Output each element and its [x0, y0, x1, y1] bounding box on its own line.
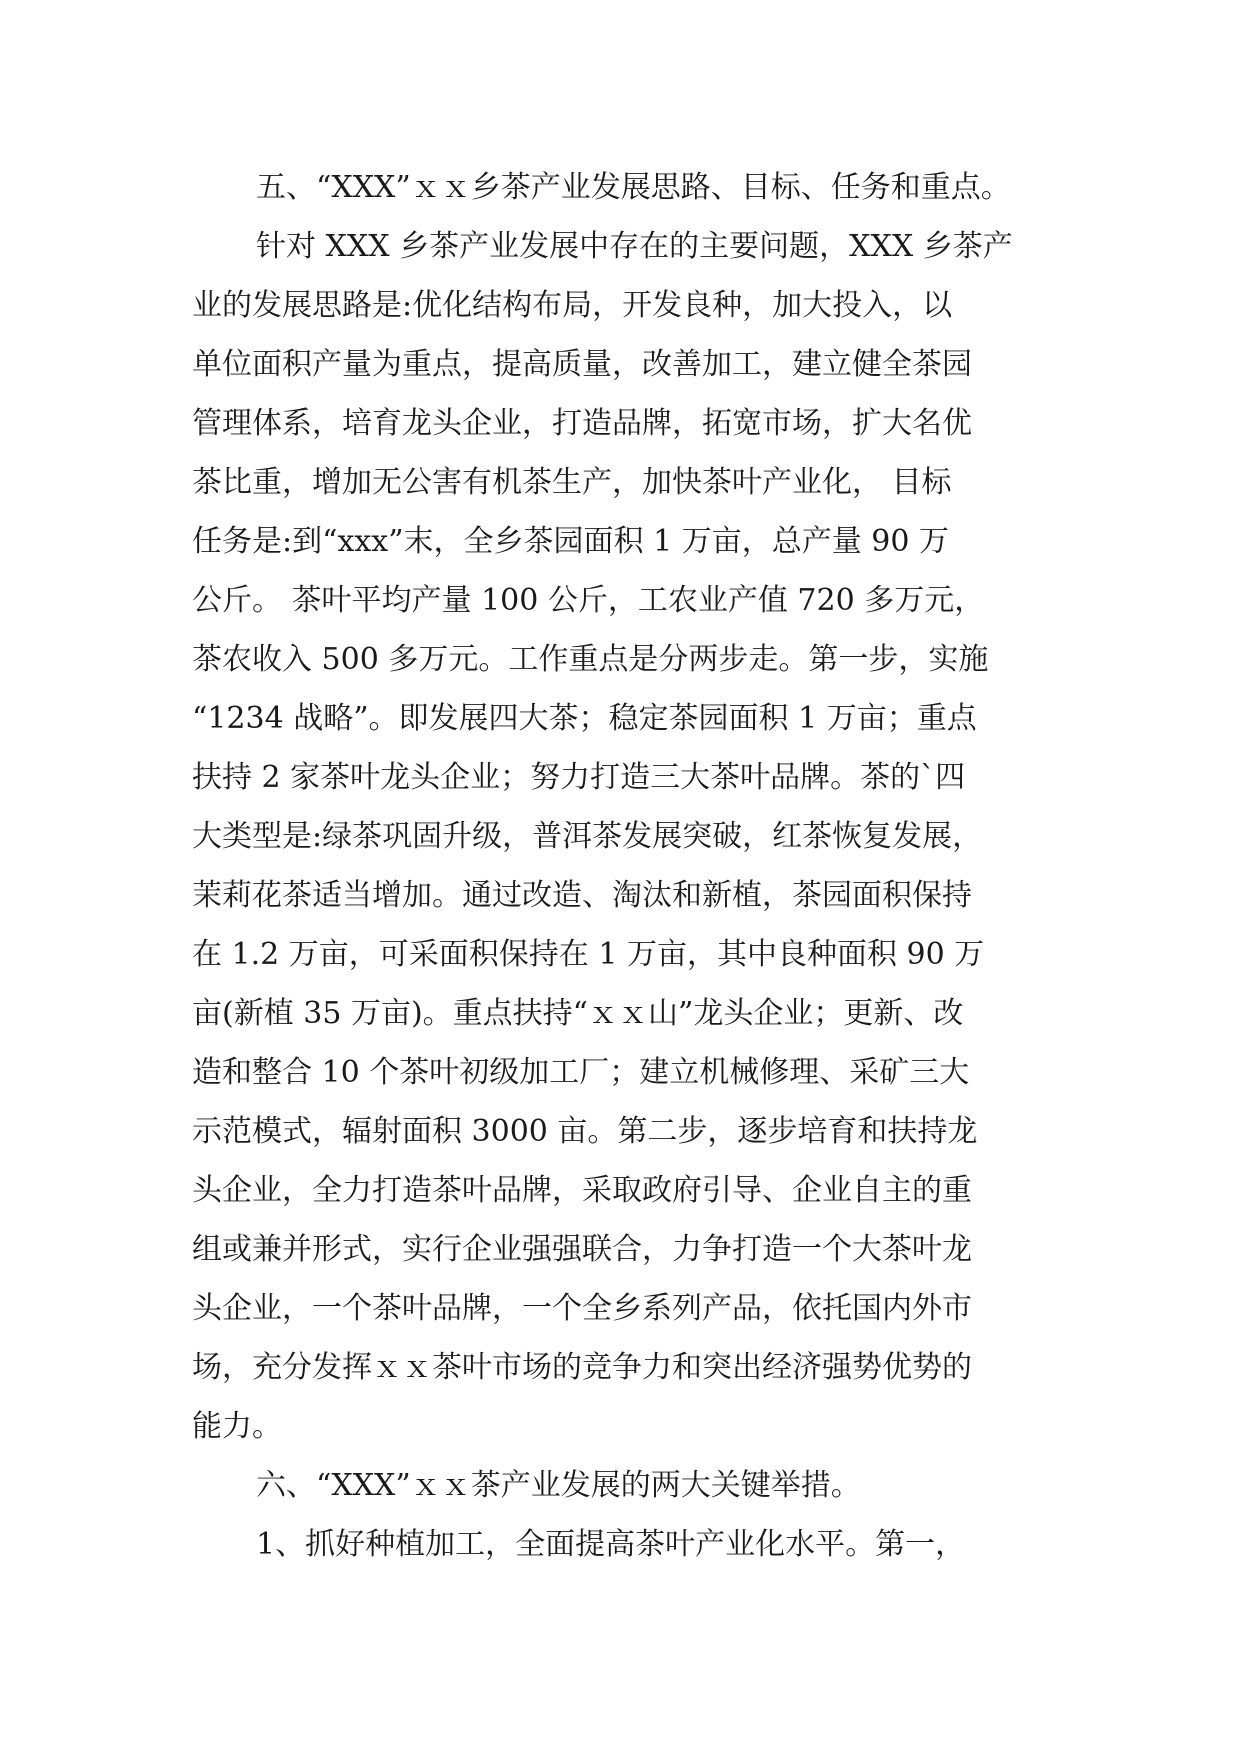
document-body [192, 158, 1072, 1574]
text-line: 扶持 2 家茶叶龙头企业；努力打造三大茶叶品牌。茶的`四 [192, 760, 966, 795]
text-line: 茶农收入 500 多万元。工作重点是分两步走。第一步，实施 [192, 642, 989, 677]
text-line: 五、“XXX”ｘｘ乡茶产业发展思路、目标、任务和重点。 [256, 170, 1011, 205]
text-line: 在 1.2 万亩，可采面积保持在 1 万亩，其中良种面积 90 万 [192, 937, 985, 972]
text-line: 组或兼并形式，实行企业强强联合，力争打造一个大茶叶龙 [192, 1232, 972, 1267]
text-line: 茉莉花茶适当增加。通过改造、淘汰和新植，茶园面积保持 [192, 878, 972, 913]
text-line: 针对 XXX 乡茶产业发展中存在的主要问题，XXX 乡茶产 [256, 229, 1013, 264]
text-line: 场，充分发挥ｘｘ茶叶市场的竞争力和突出经济强势优势的 [192, 1350, 972, 1385]
text-line: 业的发展思路是:优化结构布局，开发良种，加大投入，以 [192, 288, 953, 323]
text-line: 头企业，全力打造茶叶品牌，采取政府引导、企业自主的重 [192, 1173, 972, 1208]
text-line: 大类型是:绿茶巩固升级，普洱茶发展突破，红茶恢复发展， [192, 819, 983, 854]
text-line: 任务是:到“xxx”末，全乡茶园面积 1 万亩，总产量 90 万 [192, 524, 949, 559]
text-line: 1、抓好种植加工，全面提高茶叶产业化水平。第一， [256, 1527, 966, 1562]
text-line: 造和整合 10 个茶叶初级加工厂；建立机械修理、采矿三大 [192, 1055, 970, 1090]
text-line: 六、“XXX”ｘｘ茶产业发展的两大关键举措。 [256, 1468, 861, 1503]
text-line: 示范模式，辐射面积 3000 亩。第二步，逐步培育和扶持龙 [192, 1114, 978, 1149]
text-line: 单位面积产量为重点，提高质量，改善加工，建立健全茶园 [192, 347, 972, 382]
text-line: 公斤。 茶叶平均产量 100 公斤，工农业产值 720 多万元， [192, 583, 985, 618]
text-line: 头企业，一个茶叶品牌，一个全乡系列产品，依托国内外市 [192, 1291, 972, 1326]
text-line: 管理体系，培育龙头企业，打造品牌，拓宽市场，扩大名优 [192, 406, 972, 441]
text-line: 能力。 [192, 1409, 282, 1444]
text-line: “1234 战略”。即发展四大茶；稳定茶园面积 1 万亩；重点 [192, 701, 977, 736]
text-line: 亩(新植 35 万亩)。重点扶持“ｘｘ山”龙头企业；更新、改 [192, 996, 964, 1031]
text-line: 茶比重，增加无公害有机茶生产，加快茶叶产业化， 目标 [192, 465, 952, 500]
